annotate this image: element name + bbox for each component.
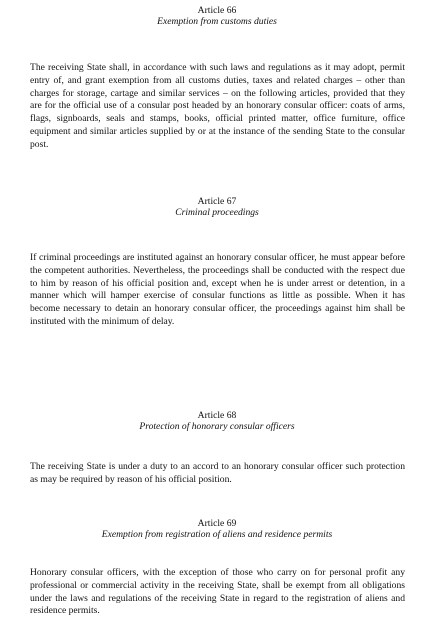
article-number: Article 69 bbox=[197, 518, 237, 529]
article-number: Article 66 bbox=[197, 5, 237, 16]
article-69-heading bbox=[0, 518, 428, 540]
article-68-text: The receiving State is under a duty to an accord to an honorary consular officer such protection as may be required by reason of his official position. bbox=[30, 461, 405, 485]
article-title: Protection of honorary consular officers bbox=[139, 421, 295, 432]
article-68-heading bbox=[0, 410, 428, 432]
article-66-text: The receiving State shall, in accordance with such laws and regulations as it may adopt, permit entry of, and grant exemption from all customs duties, taxes and related charges – other than charges for storage, cartage and similar services – on the following articles, provided that they are for the official use of a consular post headed by an honorary consular officer: coats of arms, flags, signboards, seals and stamps, books, official printed matter, office furniture, office equipment and similar articles supplied by or at the instance of the sending State to the consular post. bbox=[30, 62, 405, 150]
article-67-heading bbox=[0, 196, 428, 218]
article-67-text: If criminal proceedings are instituted against an honorary consular officer, he must appear before the competent authorities. Nevertheless, the proceedings shall be conducted with the respect due to him by reason of his official position and, except when he is under arrest or detention, in a manner which will hamper exercise of consular functions as little as possible. When it has become necessary to detain an honorary consular officer, the proceedings against him shall be instituted with the minimum of delay. bbox=[30, 252, 405, 327]
article-69-text: Honorary consular officers, with the exception of those who carry on for personal profit any professional or commercial activity in the receiving State, shall be exempt from all obligations under the laws and regulations of the receiving State in regard to the registration of aliens and residence permits. bbox=[30, 567, 405, 617]
article-title: Exemption from customs duties bbox=[157, 16, 277, 27]
article-title: Exemption from registration of aliens and residence permits bbox=[101, 529, 333, 540]
article-66-heading bbox=[0, 5, 428, 27]
article-number: Article 68 bbox=[197, 410, 237, 421]
article-number: Article 67 bbox=[197, 196, 237, 207]
article-title: Criminal proceedings bbox=[175, 207, 259, 218]
